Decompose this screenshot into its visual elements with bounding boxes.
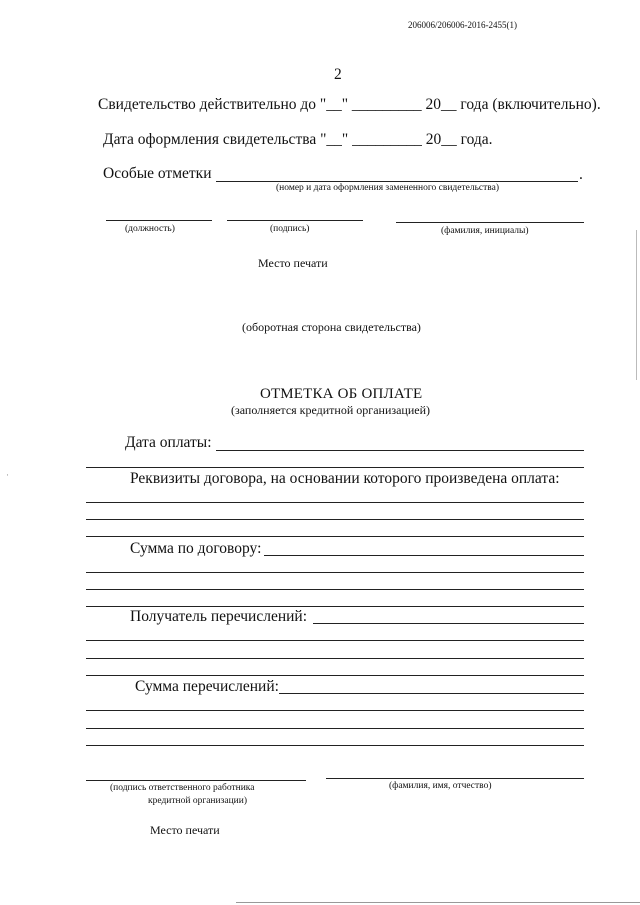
recipient-line-4[interactable] (86, 675, 584, 676)
payment-subtitle: (заполняется кредитной организацией) (231, 403, 431, 417)
special-notes-label: Особые отметки (103, 165, 212, 182)
special-notes-hint: (номер и дата оформления замененного свидетельства) (276, 183, 500, 193)
transfer-sum-line-3[interactable] (86, 728, 584, 729)
officer-signature-caption-2: кредитной организации) (148, 796, 247, 806)
payment-title: ОТМЕТКА ОБ ОПЛАТЕ (260, 386, 423, 402)
stamp-place: Место печати (258, 256, 328, 270)
issue-date-line: Дата оформления свидетельства "__" _________ 20__ года. (103, 131, 493, 148)
recipient-line-3[interactable] (86, 658, 584, 659)
transfer-sum-field[interactable] (279, 693, 584, 694)
contract-sum-field[interactable] (264, 555, 584, 556)
contract-line-2[interactable] (86, 519, 584, 520)
position-caption: (должность) (125, 224, 175, 234)
contract-line-1[interactable] (86, 502, 584, 503)
position-line[interactable] (106, 220, 212, 221)
name-line[interactable] (396, 222, 584, 223)
officer-name-line[interactable] (326, 778, 584, 779)
document-number: 206006/206006-2016-2455(1) (408, 20, 517, 30)
special-notes-field[interactable] (216, 181, 578, 182)
special-notes-period: . (579, 166, 583, 183)
page-number: 2 (334, 66, 342, 83)
scan-edge-right (636, 230, 637, 380)
contract-sum-line-3[interactable] (86, 589, 584, 590)
contract-sum-label: Сумма по договору: (130, 540, 262, 557)
payment-date-label: Дата оплаты: (125, 434, 212, 451)
name-caption: (фамилия, инициалы) (441, 226, 529, 236)
recipient-field[interactable] (313, 623, 584, 624)
recipient-line-2[interactable] (86, 640, 584, 641)
scan-edge-bottom (236, 902, 640, 903)
contract-sum-line-4[interactable] (86, 606, 584, 607)
signature-line[interactable] (227, 220, 363, 221)
contract-sum-line-2[interactable] (86, 572, 584, 573)
validity-line: Свидетельство действительно до "__" _________ 20__ года (включительно). (98, 96, 601, 113)
recipient-label: Получатель перечислений: (130, 608, 308, 625)
payment-date-extra-line[interactable] (86, 467, 584, 468)
contract-line-3[interactable] (86, 536, 584, 537)
payment-date-field[interactable] (216, 450, 584, 451)
reverse-side-note: (оборотная сторона свидетельства) (242, 320, 421, 334)
transfer-sum-line-4[interactable] (86, 745, 584, 746)
contract-details-label: Реквизиты договора, на основании которого произведена оплата: (130, 470, 560, 487)
payment-stamp-place: Место печати (150, 823, 220, 837)
transfer-sum-label: Сумма перечислений: (135, 678, 279, 695)
officer-signature-line[interactable] (86, 780, 306, 781)
officer-name-caption: (фамилия, имя, отчество) (389, 781, 492, 791)
transfer-sum-line-2[interactable] (86, 710, 584, 711)
signature-caption: (подпись) (270, 224, 310, 234)
scan-speck: · (6, 470, 9, 480)
officer-signature-caption-1: (подпись ответственного работника (110, 783, 255, 793)
